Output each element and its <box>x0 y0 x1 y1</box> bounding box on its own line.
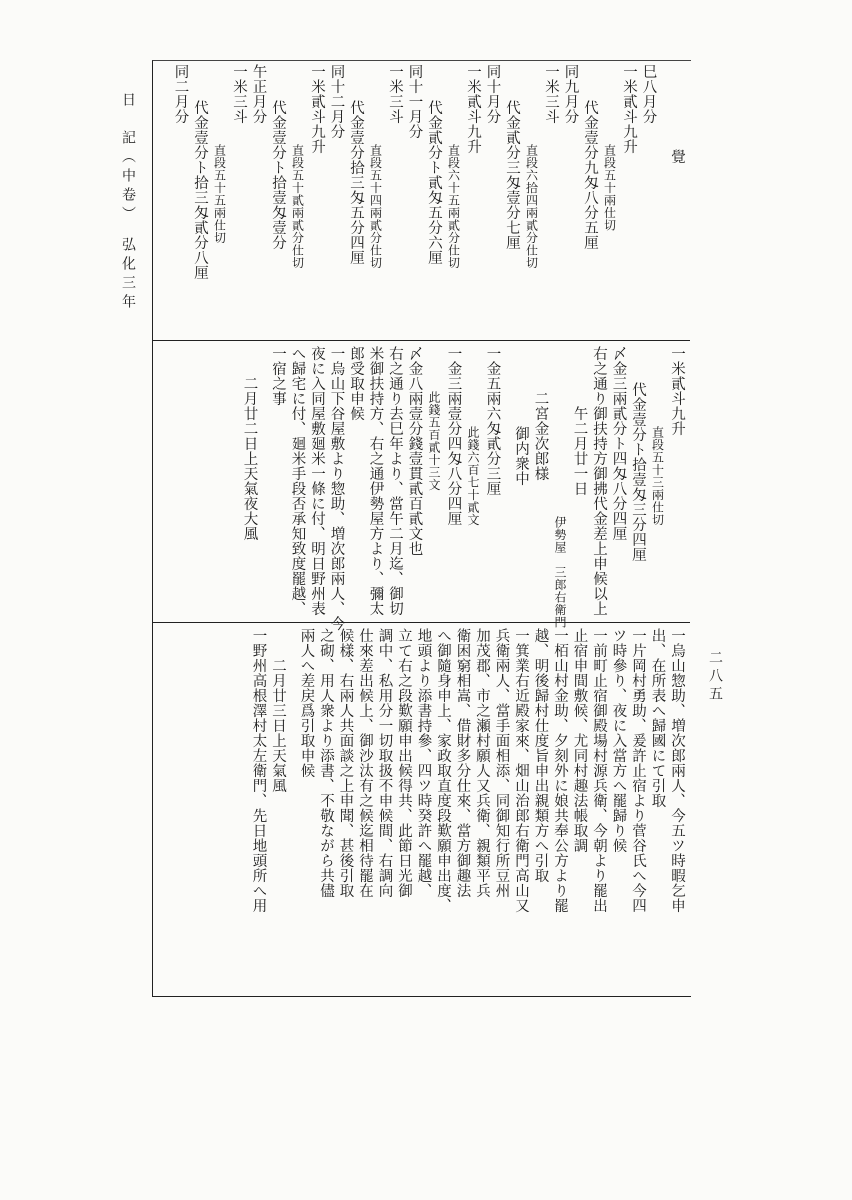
text-column: 同十月分 <box>484 64 501 124</box>
text-column: 立て右之段歎願申出候得共、此節日光御 <box>396 628 412 898</box>
text-column: 夜に入同屋敷廻米一條に付、明日野州表 <box>309 346 325 616</box>
text-column: 代金壹分拾三匁五分四厘 <box>348 100 364 265</box>
running-head: 日 記（中卷） 弘化三年 <box>120 92 136 313</box>
text-column: 一米三斗 <box>543 64 559 124</box>
text-column: 御内衆中 <box>513 426 529 486</box>
text-column: 郎受取申候 <box>348 346 364 421</box>
text-column: 巳八月分 <box>640 64 657 124</box>
text-column: 代金貳分三匁壹分七厘 <box>504 100 520 250</box>
text-column: 衛困窮相嵩、借財多分仕來、當方御趣法 <box>454 628 471 898</box>
text-column: 二宮金次郎様 <box>532 391 549 481</box>
text-column: へ歸宅に付、廻米手段否承知致度罷越、 <box>289 346 306 616</box>
text-column: 午正月分 <box>250 64 267 124</box>
text-column: 一野州高根澤村太左衛門、先日地頭所へ用 <box>250 628 267 913</box>
text-column: 一烏山下谷屋敷より惣助、増次郎兩人、今 <box>328 346 345 631</box>
text-column: 一米三斗 <box>231 64 247 124</box>
text-column: 同二月分 <box>172 64 189 124</box>
text-column: 代金壹分ト拾壹匁三分四厘 <box>630 382 646 562</box>
text-column: 一金三兩壹分四匁八分四厘 <box>445 346 462 526</box>
section-divider <box>152 622 690 623</box>
text-column: 一米貳斗九升 <box>669 346 685 436</box>
text-column: 右之通り御扶持方御拂代金差上申候以上 <box>591 346 607 616</box>
text-column: 同九月分 <box>562 64 579 124</box>
text-column: 同十一月分 <box>406 64 423 139</box>
text-column: 調中、私用分一切取扱不申候間、右調向 <box>376 628 393 898</box>
text-column: 同十二月分 <box>328 64 345 139</box>
page-number: 二八五 <box>707 650 723 704</box>
text-column: 一烏山惣助、増次郎兩人、今五ツ時暇乞申 <box>669 628 685 913</box>
text-column: 直段五十貳兩貳分仕切 <box>290 144 305 269</box>
columns <box>239 346 686 631</box>
text-column: 此錢六百七十貳文 <box>466 426 480 526</box>
text-column: 加茂郡、市之瀬村願人又兵衛、親類平兵 <box>474 628 490 898</box>
text-column: 一金五兩六匁貳分三厘 <box>484 346 501 496</box>
text-column: 直段六拾四兩貳分仕切 <box>524 144 539 269</box>
text-column: 兵衛兩人、當手面相添、同御知行所豆州 <box>493 628 510 898</box>
text-column: 一前町止宿御殿場村源兵衛、今朝より罷出 <box>591 628 607 913</box>
section-bottom <box>166 628 686 994</box>
text-column: 地頭より添書持參、四ツ時癸許へ罷越、 <box>415 628 432 898</box>
text-column: 直段五十兩仕切 <box>602 144 617 232</box>
text-column: 代金壹分ト拾三匁貳分八厘 <box>192 100 208 280</box>
text-column: へ御隨身申上、家政取直度段歎願申出度、 <box>435 628 451 913</box>
text-column: 止宿申間敷候、尤同村趣法帳取調 <box>571 628 588 853</box>
column-gap <box>259 346 268 620</box>
text-column: 直段五十三兩仕切 <box>650 426 665 526</box>
text-column: 出、在所表へ歸國にて引取 <box>649 628 666 808</box>
text-column: 仕來差出候上、御沙汰有之候迄相待罷在 <box>357 628 373 898</box>
text-column: 越、明後歸村仕度旨申出親類方へ引取 <box>532 628 549 883</box>
column-gap <box>287 628 296 994</box>
text-column: ツ時參り、夜に入當方へ罷歸り候 <box>610 628 627 853</box>
text-column: 候樣、右兩人共面談之上申聞、甚後引取 <box>337 628 354 898</box>
columns <box>248 628 686 994</box>
text-column: 此錢五百貳十三文 <box>427 391 441 491</box>
columns <box>170 64 686 338</box>
text-column: 一米貳斗九升 <box>309 64 325 154</box>
column-gap <box>658 64 667 338</box>
text-column: 〆金八兩壹分錢壹貫貳百貳文也 <box>406 346 423 556</box>
column-gap <box>502 346 511 620</box>
text-column: 覺 <box>669 149 685 164</box>
text-column: 兩人へ差戻爲引取申候 <box>298 628 315 778</box>
text-column: 一栢山村金助、夕刻外に娘共奉公方より罷 <box>552 628 568 913</box>
text-column: 代金壹分ト拾壹匁壹分 <box>270 100 286 250</box>
text-column: 〆金三兩貳分ト四匁八分四厘 <box>610 346 627 541</box>
text-column: 直段五十四兩貳分仕切 <box>368 144 383 269</box>
text-column: 之砌、用人衆より添書、不敬ながら共儘 <box>318 628 334 898</box>
text-column: 二月廿三日上天氣風 <box>270 658 286 793</box>
text-column: 二月廿二日上天氣夜大風 <box>241 376 258 541</box>
text-column: 一宿之事 <box>270 346 286 406</box>
section-top <box>166 64 686 338</box>
text-column: 直段六十五兩貳分仕切 <box>446 144 461 269</box>
text-column: 一米貳斗九升 <box>621 64 637 154</box>
text-column: 代金貳分ト貳匁五分六厘 <box>426 100 442 265</box>
text-column: 午二月廿一日 <box>571 406 588 496</box>
text-column: 一米貳斗九升 <box>465 64 481 154</box>
text-column: 一箕業右近殿家來、畑山治郎右衛門高山又 <box>513 628 529 913</box>
text-column: 米御扶持方、右之通伊勢屋方より、彌太 <box>367 346 384 616</box>
text-column: 代金壹分九匁八分五厘 <box>582 100 598 250</box>
section-middle <box>166 346 686 631</box>
text-column: 直段五十五兩仕切 <box>212 144 227 244</box>
text-column: 右之通り去巳年より、當午二月迄、御切 <box>387 346 403 616</box>
text-column: 一米三斗 <box>387 64 403 124</box>
text-column: 一片岡村勇助、爰許止宿より菅谷氏へ今四 <box>630 628 646 913</box>
text-column: 伊勢屋 三郎右衛門 <box>553 516 567 629</box>
